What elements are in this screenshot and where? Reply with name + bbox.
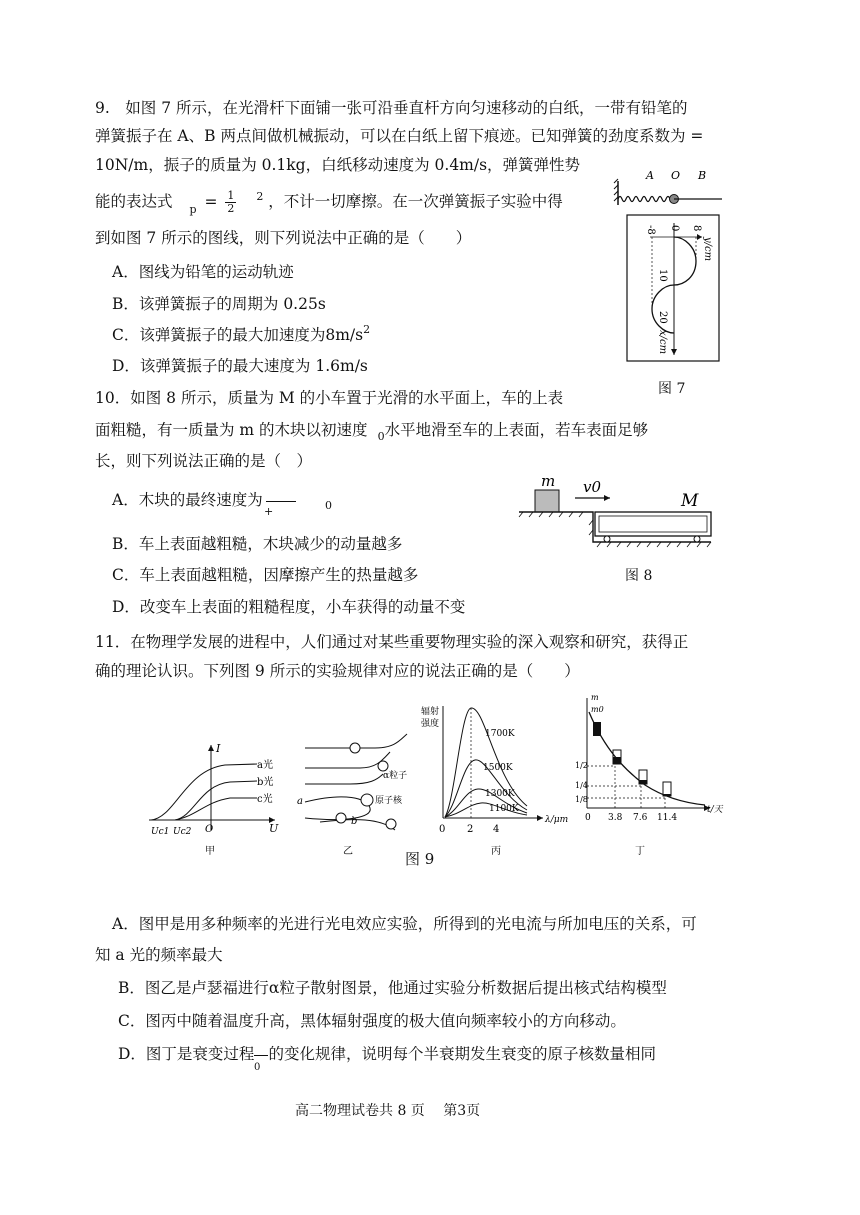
q9-line-4	[95, 190, 563, 215]
q11-option-d-part-1: D．图丁是衰变过程	[118, 1045, 255, 1063]
bing-t-1100: 1100K	[489, 804, 519, 814]
q11-option-a-line-2: 知 a 光的频率最大	[95, 946, 223, 964]
jia-label-uc2: Uc2	[173, 827, 192, 837]
ding-sample-4	[663, 782, 671, 796]
bing-x0: 0	[439, 824, 446, 835]
fig7-tick-0: 0	[669, 225, 680, 232]
fig8-block	[535, 490, 559, 512]
jia-u-label: U	[269, 822, 279, 835]
q9-eq-sign: =	[204, 192, 218, 211]
q10-line-1: 10．如图 8 所示，质量为 M 的小车置于光滑的水平面上，车的上表	[95, 389, 564, 407]
bing-y-label-2: 强度	[421, 719, 440, 729]
q9-option-c-text: C．该弹簧振子的最大加速度为8m/s	[112, 326, 364, 344]
q11-option-d-frac-bar	[254, 1055, 268, 1056]
q9-ep-sub: p	[189, 202, 197, 216]
q9-option-b: B．该弹簧振子的周期为 0.25s	[112, 295, 326, 313]
jia-i-arrow	[208, 745, 214, 751]
yi-alpha-3	[336, 813, 346, 823]
page-footer: 高二物理试卷共 8 页 第3页	[295, 1103, 481, 1119]
jia-name: 甲	[205, 846, 215, 857]
fig7-x-label: x/cm	[657, 330, 668, 355]
q10-line-2b: 水平地滑至车的上表面，若车表面足够	[384, 421, 649, 439]
yi-track-3	[305, 774, 383, 784]
yi-label-b: b	[351, 816, 358, 827]
fig8-label-M: M	[681, 491, 699, 511]
q10-line-2	[95, 420, 648, 442]
ding-y-label: m	[591, 693, 599, 702]
q9-fraction	[225, 190, 236, 215]
jia-curve-c	[175, 798, 257, 820]
jia-label-c: c光	[257, 794, 273, 805]
fig9-yi	[297, 734, 407, 857]
q9-option-a: A．图线为铅笔的运动轨迹	[112, 263, 294, 281]
fig7-spring	[618, 197, 670, 202]
bing-name: 丙	[491, 846, 501, 857]
bing-t-1700: 1700K	[485, 729, 515, 739]
q9-sup-2: 2	[256, 189, 264, 203]
q11-option-d-part-2: 的变化规律，说明每个半衰期发生衰变的原子核数量相同	[268, 1045, 656, 1063]
fig8-caption: 图 8	[625, 568, 653, 584]
fig7-caption: 图 7	[658, 381, 686, 397]
yi-track-5	[320, 820, 395, 830]
fig8-wheel-right	[694, 536, 700, 542]
figure-9	[145, 690, 735, 870]
q9-line-3: 10N/m，振子的质量为 0.1kg，白纸移动速度为 0.4m/s，弹簧弹性势	[95, 156, 581, 174]
yi-alpha-4	[386, 819, 396, 829]
q11-option-b: B．图乙是卢瑟福进行α粒子散射图景，他通过实验分析数据后提出核式结构模型	[118, 979, 667, 997]
q9-option-d: D．该弹簧振子的最大速度为 1.6m/s	[112, 357, 368, 375]
yi-track-2	[305, 752, 390, 768]
fig7-label-o: O	[671, 169, 681, 182]
fig7-tick-20: 20	[657, 311, 668, 324]
q9-frac-den: 2	[227, 202, 235, 215]
bing-x4: 4	[493, 824, 500, 835]
fig9-bing	[421, 705, 568, 857]
q11-option-c: C．图丙中随着温度升高，黑体辐射强度的极大值向频率较小的方向移动。	[118, 1012, 626, 1030]
q10-option-a-text: A．木块的最终速度为	[112, 491, 263, 509]
q11-option-a-line-1: A．图甲是用多种频率的光进行光电效应实验，所得到的光电流与所加电压的关系，可	[112, 915, 697, 933]
q11-line-1: 11．在物理学发展的进程中，人们通过对某些重要物理实验的深入观察和研究，获得正	[95, 633, 689, 651]
ding-eighth: 1/8	[575, 795, 588, 804]
bing-t-1500: 1500K	[483, 763, 513, 773]
q10-line-3: 长，则下列说法正确的是（ ）	[95, 452, 313, 470]
fig7-x-arrow	[671, 349, 677, 355]
fig7-label-a: A	[646, 169, 654, 182]
q10-option-a-sub: 0	[325, 499, 332, 512]
fig9-caption: 图 9	[405, 850, 435, 868]
q10-option-d: D．改变车上表面的粗糙程度，小车获得的动量不变	[112, 598, 466, 616]
bing-x-label: λ/μm	[545, 815, 569, 825]
yi-label-a: a	[297, 796, 303, 807]
yi-alpha-label: α粒子	[383, 771, 408, 781]
jia-label-a: a光	[257, 760, 273, 771]
bing-t-1300: 1300K	[485, 789, 515, 799]
ding-x2: 7.6	[633, 813, 648, 823]
ding-x-label: t/天	[707, 805, 723, 815]
q11-option-d-sub: 0	[254, 1062, 261, 1073]
q9-line-1: 9. 如图 7 所示，在光滑杆下面铺一张可沿垂直杆方向匀速移动的白纸，一带有铅笔的	[95, 99, 688, 117]
q9-line-5: 到如图 7 所示的图线，则下列说法中正确的是（ ）	[95, 229, 472, 247]
ding-quarter: 1/4	[575, 781, 588, 790]
bing-x-arrow	[537, 815, 543, 821]
fig8-label-v0: v0	[583, 478, 602, 496]
ding-x0: 0	[585, 813, 591, 823]
figure-7	[612, 165, 742, 365]
ding-name: 丁	[635, 846, 645, 857]
jia-label-b: b光	[257, 777, 274, 788]
fig7-y-label: y/cm	[702, 237, 713, 262]
yi-alpha-2	[378, 761, 388, 771]
fig7-tick-8: 8	[691, 225, 702, 232]
fig8-wheel-left	[604, 536, 610, 542]
q10-option-c: C．车上表面越粗糙，因摩擦产生的热量越多	[112, 566, 419, 584]
jia-curve-a	[151, 764, 257, 820]
q9-line-4b: ，不计一切摩擦。在一次弹簧振子实验中得	[268, 192, 563, 211]
fig9-ding	[575, 693, 724, 857]
jia-label-uc1: Uc1	[151, 827, 170, 837]
ding-y0: m0	[591, 705, 604, 714]
yi-alpha-1	[350, 743, 360, 753]
ding-half: 1/2	[575, 761, 588, 770]
ding-x3: 11.4	[657, 813, 678, 823]
figure-8	[515, 468, 715, 558]
q10-option-a-plus: +	[264, 505, 274, 518]
yi-nucleus	[361, 794, 373, 806]
yi-nucleus-label: 原子核	[375, 796, 403, 806]
fig8-cart	[595, 512, 711, 536]
bing-y-label-1: 辐射	[421, 707, 440, 717]
jia-i-label: I	[216, 742, 221, 755]
fig7-label-b: B	[698, 169, 707, 182]
fig9-jia	[149, 742, 279, 857]
fig8-velocity-arrowhead	[604, 495, 610, 501]
q10-v0-sub: 0	[377, 430, 385, 443]
q9-line-4a: 能的表达式	[95, 192, 173, 211]
q11-line-2: 确的理论认识。下列图 9 所示的实验规律对应的说法正确的是（ ）	[95, 662, 580, 680]
fig8-label-m: m	[541, 472, 556, 490]
q9-line-2: 弹簧振子在 A、B 两点间做机械振动，可以在白纸上留下痕迹。已知弹簧的劲度系数为 =	[95, 127, 704, 145]
fig7-y-arrow	[697, 234, 702, 240]
q9-frac-num: 1	[227, 189, 235, 202]
q9-option-c	[112, 325, 370, 347]
q10-option-b: B．车上表面越粗糙，木块减少的动量越多	[112, 535, 403, 553]
q11-option-d	[118, 1044, 656, 1064]
fig7-tick-neg8: -8	[645, 225, 656, 235]
jia-origin: O	[205, 824, 214, 835]
q10-line-2a: 面粗糙，有一质量为 m 的木块以初速度	[95, 421, 368, 439]
q9-option-c-sup: 2	[363, 323, 371, 336]
ding-x1: 3.8	[608, 813, 623, 823]
yi-name: 乙	[343, 846, 353, 857]
bing-x2: 2	[467, 824, 474, 835]
ding-decay-curve	[589, 712, 705, 805]
fig7-tick-10: 10	[657, 269, 668, 282]
